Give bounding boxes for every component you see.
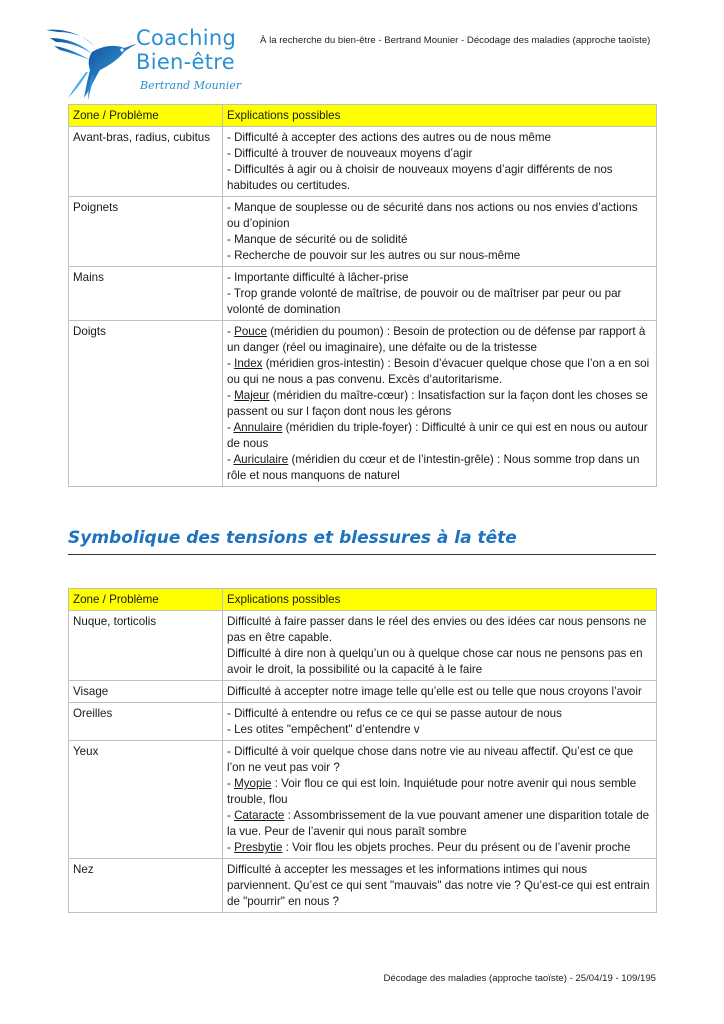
zone-cell: Nuque, torticolis <box>69 611 223 681</box>
zone-cell: Mains <box>69 267 223 321</box>
line-prefix: - <box>227 841 235 854</box>
term-description: (méridien du triple-foyer) : Difficulté à unir ce qui est en nous ou autour de nous <box>227 421 648 450</box>
explanation-cell <box>223 859 657 913</box>
line-prefix: - <box>227 389 235 402</box>
explanation-cell <box>223 267 657 321</box>
section-title: Symbolique des tensions et blessures à la tête <box>68 528 656 555</box>
term-description: (méridien du cœur et de l’intestin-grêle) : Nous somme trop dans un rôle et nous manquons de naturel <box>227 453 640 482</box>
explanation-line: Difficulté à accepter notre image telle qu’elle est ou telle que nous croyons l’avoir <box>227 685 642 698</box>
explanation-line <box>227 808 652 840</box>
table-body <box>69 611 657 913</box>
logo-subtitle: Bertrand Mounier <box>140 79 242 92</box>
explanation-line <box>227 324 652 356</box>
explanation-line <box>227 776 652 808</box>
table-row <box>69 859 657 913</box>
table-body <box>69 127 657 487</box>
zone-cell: Avant-bras, radius, cubitus <box>69 127 223 197</box>
table-row <box>69 741 657 859</box>
column-header-explanations: Explications possibles <box>223 105 657 127</box>
term-description: : Voir flou les objets proches. Peur du présent ou de l’avenir proche <box>282 841 631 854</box>
table-header-row <box>69 589 657 611</box>
table-row <box>69 197 657 267</box>
zone-cell: Nez <box>69 859 223 913</box>
page-footer: Décodage des maladies (approche taoïste) - 25/04/19 - 109/195 <box>383 973 656 984</box>
term-description: (méridien gros-intestin) : Besoin d’évacuer quelque chose que l’on a en soi ou qui ne nous a pas convenu. Excès d’autoritarisme. <box>227 357 650 386</box>
explanation-line: - Difficulté à trouver de nouveaux moyens d’agir <box>227 147 473 160</box>
header-text: À la recherche du bien-être - Bertrand Mounier - Décodage des maladies (approche taoïste) <box>260 35 651 46</box>
term-description: (méridien du poumon) : Besoin de protection ou de défense par rapport à un danger (réel ou imaginaire), une défaite ou de la tristesse <box>227 325 646 354</box>
page-header <box>40 22 690 102</box>
table-row <box>69 611 657 681</box>
explanation-cell <box>223 321 657 487</box>
explanation-line: - Les otites "empêchent" d’entendre v <box>227 723 420 736</box>
table-header-row <box>69 105 657 127</box>
explanation-line: - Trop grande volonté de maîtrise, de pouvoir ou de maîtriser par peur ou par volonté de domination <box>227 287 622 316</box>
term-underlined: Majeur <box>234 389 270 402</box>
explanation-line <box>227 356 652 388</box>
zone-cell: Doigts <box>69 321 223 487</box>
explanation-cell <box>223 611 657 681</box>
explanation-cell <box>223 197 657 267</box>
line-prefix: - <box>227 453 234 466</box>
explanation-line: - Manque de souplesse ou de sécurité dans nos actions ou nos envies d’actions ou d’opinion <box>227 201 638 230</box>
column-header-zone: Zone / Problème <box>69 105 223 127</box>
term-underlined: Index <box>234 357 263 370</box>
explanation-line: - Difficulté à entendre ou refus ce ce qui se passe autour de nous <box>227 707 562 720</box>
zone-cell: Visage <box>69 681 223 703</box>
line-prefix: - <box>227 809 235 822</box>
explanation-line: Difficulté à accepter les messages et les informations intimes qui nous parviennent. Qu’est ce qui sent "mauvais" das notre vie ? Qu’est-ce qui est entrain de "pourrir" en nous ? <box>227 863 650 908</box>
column-header-explanations: Explications possibles <box>223 589 657 611</box>
arms-hands-table <box>68 104 657 487</box>
explanation-line: Difficulté à faire passer dans le réel des envies ou des idées car nous pensons ne pas en être capable. <box>227 615 647 644</box>
explanation-line: Difficulté à dire non à quelqu’un ou à quelque chose car nous ne pensons pas en avoir le droit, la possibilité ou la capacité à le faire <box>227 647 643 676</box>
explanation-line <box>227 388 652 420</box>
table-row <box>69 321 657 487</box>
line-prefix: - <box>227 357 235 370</box>
explanation-cell <box>223 127 657 197</box>
zone-cell: Oreilles <box>69 703 223 741</box>
explanation-line: - Difficultés à agir ou à choisir de nouveaux moyens d’agir différents de nos habitudes ou certitudes. <box>227 163 613 192</box>
explanation-line <box>227 840 652 856</box>
line-prefix: - <box>227 325 235 338</box>
explanation-line: - Importante difficulté à lâcher-prise <box>227 271 409 284</box>
term-underlined: Presbytie <box>234 841 283 854</box>
explanation-line: - Manque de sécurité ou de solidité <box>227 233 408 246</box>
term-underlined: Annulaire <box>233 421 283 434</box>
zone-cell: Yeux <box>69 741 223 859</box>
explanation-line <box>227 452 652 484</box>
explanation-line: - Difficulté à voir quelque chose dans notre vie au niveau affectif. Qu’est ce que l’on ne veut pas voir ? <box>227 745 634 774</box>
head-table <box>68 588 657 913</box>
table-row <box>69 267 657 321</box>
term-underlined: Auriculaire <box>233 453 289 466</box>
term-underlined: Myopie <box>234 777 272 790</box>
explanation-line: - Difficulté à accepter des actions des autres ou de nous même <box>227 131 551 144</box>
logo <box>44 22 284 102</box>
explanation-line: - Recherche de pouvoir sur les autres ou sur nous-même <box>227 249 521 262</box>
term-description: (méridien du maître-cœur) : Insatisfaction sur la façon dont les choses se passent ou sur l façon dont nous les gérons <box>227 389 648 418</box>
table-row <box>69 703 657 741</box>
explanation-cell <box>223 681 657 703</box>
column-header-zone: Zone / Problème <box>69 589 223 611</box>
logo-title-line2: Bien-être <box>136 50 235 74</box>
term-underlined: Pouce <box>234 325 267 338</box>
term-description: : Voir flou ce qui est loin. Inquiétude pour notre avenir qui nous semble trouble, flou <box>227 777 637 806</box>
logo-title-line1: Coaching <box>136 26 237 50</box>
term-underlined: Cataracte <box>234 809 285 822</box>
hummingbird-icon <box>44 24 136 102</box>
line-prefix: - <box>227 421 234 434</box>
explanation-cell <box>223 741 657 859</box>
table-row <box>69 681 657 703</box>
term-description: : Assombrissement de la vue pouvant amener une disparition totale de la vue. Peur de l’avenir qui nous paraît sombre <box>227 809 650 838</box>
table-row <box>69 127 657 197</box>
explanation-line <box>227 420 652 452</box>
zone-cell: Poignets <box>69 197 223 267</box>
line-prefix: - <box>227 777 235 790</box>
explanation-cell <box>223 703 657 741</box>
